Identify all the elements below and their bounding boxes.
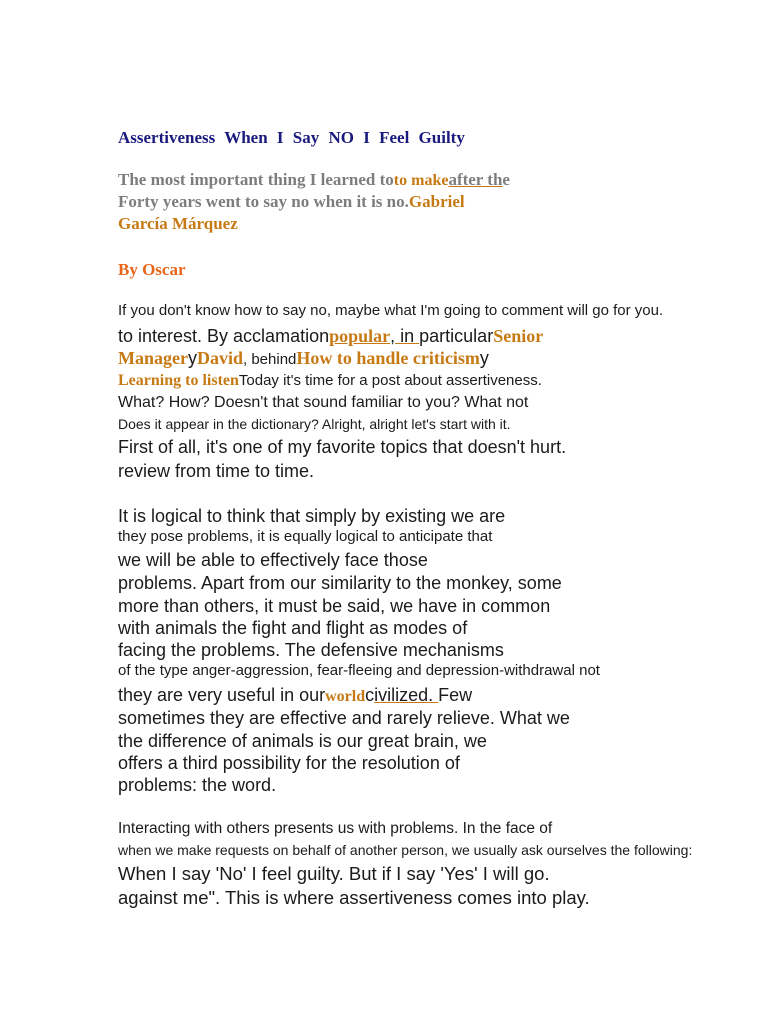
p2-line-2: they pose problems, it is equally logical to anticipate that [118,528,493,545]
p1-text-underlined: , in [390,326,420,346]
p1-line-6: Does it appear in the dictionary? Alright, alright let's start with it. [118,416,511,432]
p2-line-5: more than others, it must be said, we have in common [118,596,551,616]
p2-line-3: we will be able to effectively face those [118,550,428,570]
quote-highlight: to make [393,172,449,189]
link-popular[interactable]: popular [329,326,391,346]
link-world[interactable]: world [325,688,366,705]
byline: By Oscar [118,260,186,279]
p3-line-2: when we make requests on behalf of another person, we usually ask ourselves the following: [118,842,693,858]
p1-line-2 [118,326,543,347]
p2-line-11: the difference of animals is our great brain, we [118,731,487,751]
link-manager[interactable]: Manager [118,348,188,368]
p1-text: Today it's time for a post about assertiveness. [238,372,542,389]
p2-line-6: with animals the fight and flight as modes of [118,618,468,638]
p2-line-1: It is logical to think that simply by existing we are [118,506,506,526]
quote-text: The most important thing I learned to [118,170,394,189]
link-david[interactable]: David [196,348,243,368]
p3-line-3: When I say 'No' I feel guilty. But if I say 'Yes' I will go. [118,863,550,884]
p2-line-9 [118,685,472,706]
p2-line-10: sometimes they are effective and rarely relieve. What we [118,708,570,728]
p1-text: y [187,348,197,368]
p2-line-7: facing the problems. The defensive mechanisms [118,640,504,660]
p2-line-8: of the type anger-aggression, fear-fleeing and depression-withdrawal not [118,662,600,679]
p1-text: y [479,348,489,368]
p1-line-4 [118,372,542,390]
p3-line-4: against me". This is where assertiveness comes into play. [118,887,590,908]
link-senior[interactable]: Senior [493,326,544,346]
p2-text-underlined: ivilized. [374,685,439,705]
p1-line-8: review from time to time. [118,461,315,481]
p2-text: they are very useful in our [118,685,326,705]
p1-line-7: First of all, it's one of my favorite topics that doesn't hurt. [118,437,567,457]
p1-text: particular [419,326,494,346]
quote-text: e [502,170,510,189]
quote-underlined: after th [448,170,503,189]
document-title: Assertiveness When I Say NO I Feel Guilty [118,128,465,147]
p1-line-5: What? How? Doesn't that sound familiar to you? What not [118,394,529,411]
quote-text: Forty years went to say no when it is no. [118,192,409,211]
quote-author-line: García Márquez [118,214,238,233]
p2-line-12: offers a third possibility for the resolution of [118,753,460,773]
p3-line-1: Interacting with others presents us with problems. In the face of [118,820,553,837]
quote-author: Gabriel [408,192,465,211]
quote-line-1 [118,170,510,190]
p1-text: to interest. By acclamation [118,326,330,346]
p1-line-1: If you don't know how to say no, maybe what I'm going to comment will go for you. [118,302,664,319]
link-listen[interactable]: Learning to listen [118,372,239,389]
p1-line-3 [118,348,489,369]
p2-line-4: problems. Apart from our similarity to the monkey, some [118,573,562,593]
p2-text: c [365,685,375,705]
p2-text: Few [438,685,473,705]
p2-line-13: problems: the word. [118,775,277,795]
quote-line-2 [118,192,465,212]
p1-text: , behind [243,351,297,368]
link-criticism[interactable]: How to handle criticism [296,348,480,368]
